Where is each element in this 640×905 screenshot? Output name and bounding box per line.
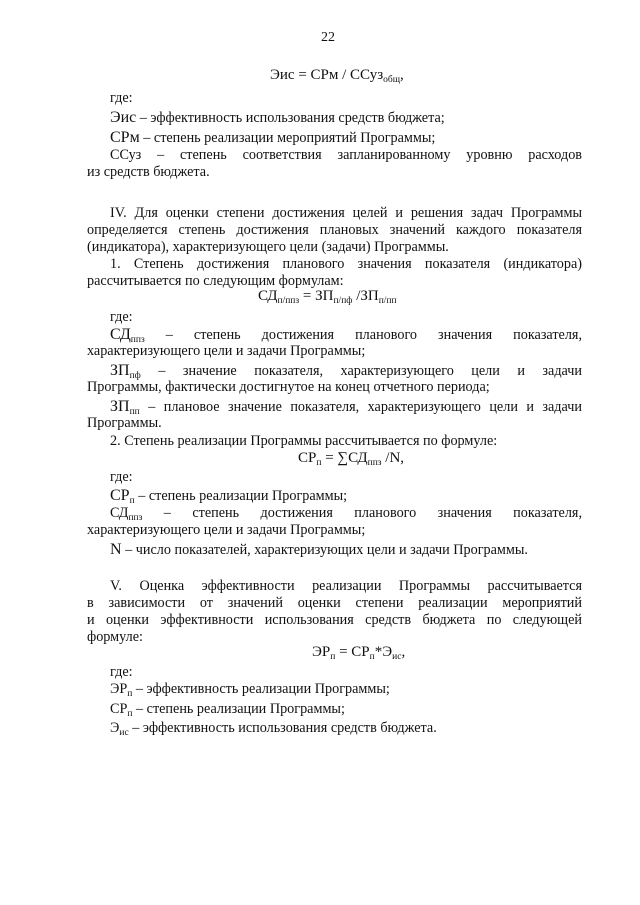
page-number: 22 (321, 30, 335, 45)
where-label: где: (110, 90, 133, 106)
section4-line3: (индикатора), характеризующего цели (задачи) Программы. (87, 239, 449, 255)
definition-ssuz-line2: из средств бюджета. (87, 164, 210, 180)
definition-erp: $ЭР_п$ – эффективность реализации Программы; (110, 681, 390, 699)
section5-line1: V. Оценка эффективности реализации Программы рассчитывается (110, 578, 582, 594)
formula-program-efficiency: $ЭР_п = СР_п*Э_{ис}$, (312, 644, 406, 662)
item1-line1: 1. Степень достижения планового значения показателя (индикатора) (110, 256, 582, 272)
definition-srp: $СР_п$ – степень реализации Программы; (110, 487, 348, 506)
definition-srm: СРм – степень реализации мероприятий Программы; (110, 129, 436, 146)
section5-line2: в зависимости от значений оценки степени реализации мероприятий (87, 595, 582, 611)
item1-line2: рассчитывается по следующим формулам: (87, 273, 344, 289)
definition-sdppz-line2: характеризующего цели и задачи Программы; (87, 522, 366, 538)
formula-achievement: $СД_{п/ппз} = ЗП_{п/пф}$ $/ЗП_{п/пп}$ (258, 288, 397, 306)
where-label: где: (110, 469, 133, 485)
definition-eis2: $Э_{ис}$ – эффективность использования средств бюджета. (110, 720, 437, 738)
section5-line4: формуле: (87, 629, 143, 645)
definition-sdppz-line1: $СД_{ппз}$ – степень достижения планового значения показателя, (110, 505, 582, 523)
definition-ssuz-line1: ССуз – степень соответствия запланированному уровню расходов (110, 147, 582, 163)
definition-srp2: $СР_п$ – степень реализации Программы; (110, 701, 345, 719)
definition-n: N – число показателей, характеризующих цели и задачи Программы. (110, 541, 528, 558)
definition-zppf-line2: Программы, фактически достигнутое на конец отчетного периода; (87, 379, 490, 395)
section5-line3: и оценки эффективности использования средств бюджета по следующей (87, 612, 582, 628)
item2-text: 2. Степень реализации Программы рассчитывается по формуле: (110, 433, 498, 449)
definition-sd-line1: $СД_{ппз}$ – степень достижения планового значения показателя, (110, 326, 582, 345)
section4-line1: IV. Для оценки степени достижения целей и решения задач Программы (110, 205, 582, 221)
definition-zppf-line1: $ЗП_{пф}$ – значение показателя, характеризующего цели и задачи (110, 362, 582, 381)
definition-sd-line2: характеризующего цели и задачи Программы; (87, 343, 366, 359)
definition-eis: Эис – эффективность использования средств бюджета; (110, 109, 445, 126)
definition-zppp-line1: $ЗП_{пп}$ – плановое значение показателя, характеризующего цели и задачи (110, 398, 582, 417)
formula-efficiency: Эис = СРм / ССуз$_{общ}$, (270, 67, 404, 85)
formula-realization: $СР_п = \sum СД_{ппз}$ /N, (298, 450, 405, 468)
where-label: где: (110, 309, 133, 325)
definition-zppp-line2: Программы. (87, 415, 162, 431)
section4-line2: определяется степень достижения плановых значений каждого показателя (87, 222, 582, 238)
where-label: где: (110, 664, 133, 680)
